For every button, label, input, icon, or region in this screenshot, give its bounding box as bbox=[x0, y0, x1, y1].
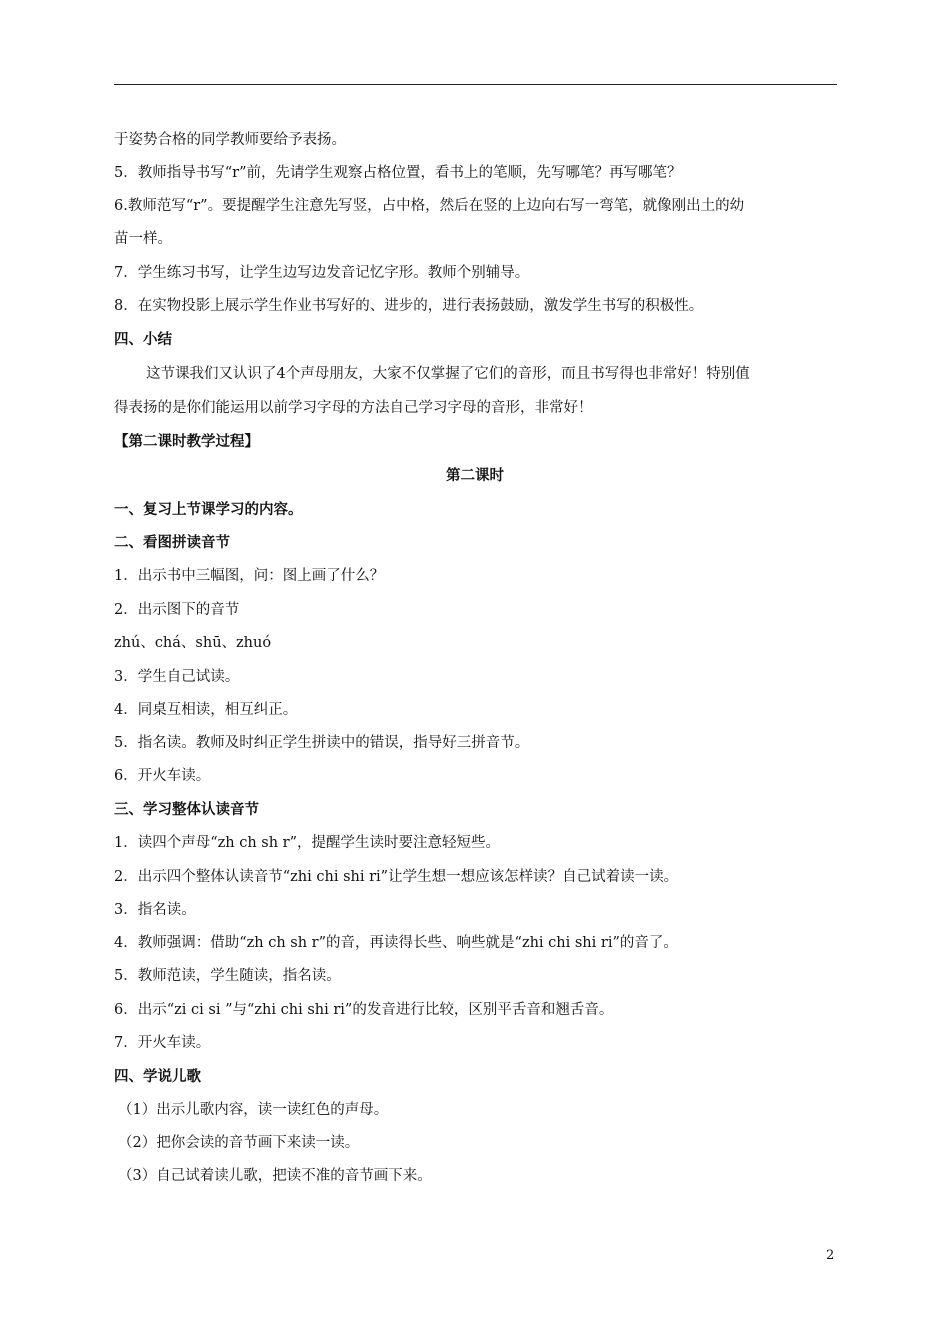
text-line: 2．出示四个整体认读音节“zhi chi shi ri”让学生想一想应该怎样读？自己试着读一读。 bbox=[114, 869, 679, 885]
list-item: （3）自己试着读儿歌，把读不准的音节画下来。 bbox=[118, 1168, 432, 1184]
text-line: 6．开火车读。 bbox=[114, 768, 211, 784]
section-heading: 一、复习上节课学习的内容。 bbox=[114, 501, 303, 518]
list-item: （2）把你会读的音节画下来读一读。 bbox=[118, 1135, 360, 1151]
text-line: 3．指名读。 bbox=[114, 902, 196, 918]
section-heading: 二、看图拼读音节 bbox=[114, 534, 230, 551]
header-rule bbox=[114, 84, 837, 85]
section-heading: 【第二课时教学过程】 bbox=[114, 433, 259, 450]
text-line: 4．同桌互相读，相互纠正。 bbox=[114, 702, 298, 718]
pinyin-line: zhú、chá、shū、zhuó bbox=[114, 635, 272, 651]
text-line: 8．在实物投影上展示学生作业书写好的、进步的，进行表扬鼓励，激发学生书写的积极性。 bbox=[114, 298, 704, 314]
section-heading: 三、学习整体认读音节 bbox=[114, 801, 259, 818]
text-line: 7．开火车读。 bbox=[114, 1035, 211, 1051]
text-line: 5．指名读。教师及时纠正学生拼读中的错误，指导好三拼音节。 bbox=[114, 735, 530, 751]
text-line: 3．学生自己试读。 bbox=[114, 669, 240, 685]
text-line: 5．教师范读，学生随读，指名读。 bbox=[114, 968, 341, 984]
text-line: 1．出示书中三幅图，问：图上画了什么？ bbox=[114, 568, 385, 584]
paragraph-line: 这节课我们又认识了4个声母朋友，大家不仅掌握了它们的音形，而且书写得也非常好！特别值 bbox=[146, 366, 750, 382]
lesson-title: 第二课时 bbox=[446, 467, 504, 484]
text-line: 4．教师强调：借助“zh ch sh r”的音，再读得长些、响些就是“zhi chi shi ri”的音了。 bbox=[114, 935, 678, 951]
section-heading: 四、小结 bbox=[114, 331, 172, 348]
text-line: 1．读四个声母“zh ch sh r”，提醒学生读时要注意轻短些。 bbox=[114, 835, 501, 851]
list-item: （1）出示儿歌内容，读一读红色的声母。 bbox=[118, 1102, 389, 1118]
text-line: 苗一样。 bbox=[114, 231, 172, 247]
page-number: 2 bbox=[826, 1248, 835, 1263]
text-line: 6.教师范写“r”。要提醒学生注意先写竖，占中格，然后在竖的上边向右写一弯笔，就像刚出土的幼 bbox=[114, 198, 745, 214]
text-line: 7．学生练习书写，让学生边写边发音记忆字形。教师个别辅导。 bbox=[114, 265, 530, 281]
text-line: 5．教师指导书写“r”前，先请学生观察占格位置，看书上的笔顺，先写哪笔？再写哪笔？ bbox=[114, 165, 682, 181]
paragraph-line: 得表扬的是你们能运用以前学习字母的方法自己学习字母的音形，非常好！ bbox=[114, 400, 593, 416]
text-line: 2．出示图下的音节 bbox=[114, 602, 240, 618]
text-line: 于姿势合格的同学教师要给予表扬。 bbox=[114, 132, 346, 148]
text-line: 6．出示“zi ci si ”与“zhi chi shi ri”的发音进行比较，区别平舌音和翘舌音。 bbox=[114, 1002, 614, 1018]
section-heading: 四、学说儿歌 bbox=[114, 1068, 201, 1085]
